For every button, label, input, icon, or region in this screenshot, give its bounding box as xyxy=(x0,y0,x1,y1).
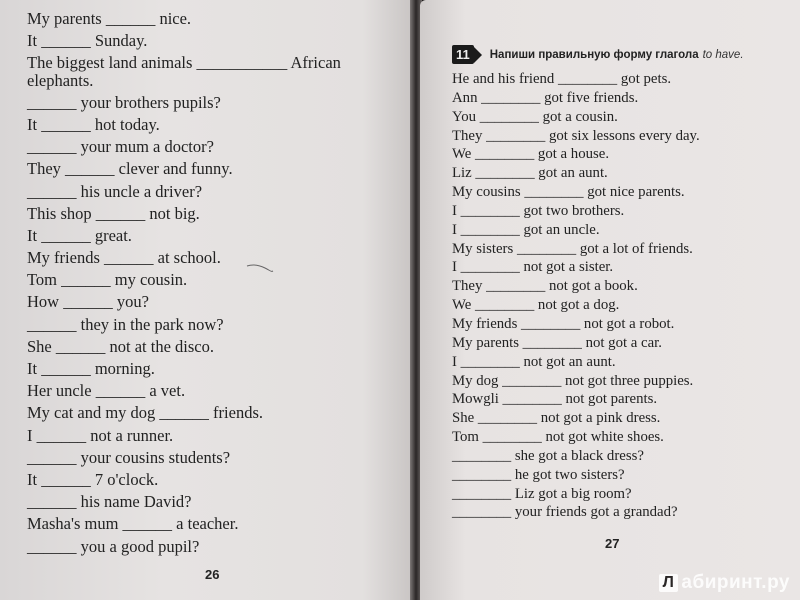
exercise-line: ______ you a good pupil? xyxy=(27,536,200,556)
exercise-line: My friends ________ not got a robot. xyxy=(452,315,675,332)
exercise-line: They ________ got six lessons every day. xyxy=(452,127,700,144)
exercise-line: ______ your brothers pupils? xyxy=(27,92,221,112)
watermark xyxy=(659,572,790,594)
exercise-line: Ann ________ got five friends. xyxy=(452,89,639,106)
exercise-line: ________ he got two sisters? xyxy=(452,466,625,483)
exercise-line: ______ your mum a doctor? xyxy=(27,137,214,157)
exercise-line: Masha's mum ______ a teacher. xyxy=(27,514,239,534)
exercise-line: It ______ Sunday. xyxy=(27,31,148,51)
exercise-header xyxy=(452,45,744,64)
exercise-line: Her uncle ______ a vet. xyxy=(27,381,186,401)
exercise-line: We ________ got a house. xyxy=(452,146,610,163)
exercise-line: They ________ not got a book. xyxy=(452,278,638,295)
exercise-line: The biggest land animals ___________ African xyxy=(27,53,341,73)
page-number: 27 xyxy=(605,536,620,551)
exercise-line: It ______ 7 o'clock. xyxy=(27,469,159,489)
exercise-line: How ______ you? xyxy=(27,292,149,312)
exercise-line: It ______ hot today. xyxy=(27,114,160,134)
exercise-line: My cat and my dog ______ friends. xyxy=(27,403,264,423)
exercise-line: We ________ not got a dog. xyxy=(452,297,620,314)
exercise-line: My dog ________ not got three puppies. xyxy=(452,372,694,389)
exercise-line: They ______ clever and funny. xyxy=(27,159,233,179)
exercise-instruction: Напиши правильную форму глагола xyxy=(489,48,699,61)
exercise-line: elephants. xyxy=(27,70,94,90)
watermark-text: абиринт.ру xyxy=(681,572,790,593)
exercise-line: ________ she got a black dress? xyxy=(452,447,644,464)
exercise-line: I ________ not got a sister. xyxy=(452,259,614,276)
right-page xyxy=(420,0,800,600)
exercise-line: ______ they in the park now? xyxy=(27,314,224,334)
exercise-line: Tom ______ my cousin. xyxy=(27,270,188,290)
exercise-line: Mowgli ________ not got parents. xyxy=(452,391,658,408)
exercise-line: ______ your cousins students? xyxy=(27,447,231,467)
exercise-line: I ________ got an uncle. xyxy=(452,221,600,238)
exercise-line: I ________ got two brothers. xyxy=(452,202,625,219)
exercise-line: My parents ________ not got a car. xyxy=(452,334,662,351)
page-number: 26 xyxy=(205,567,220,582)
exercise-number-badge: 11 xyxy=(452,45,474,64)
exercise-line: ______ his uncle a driver? xyxy=(27,181,203,201)
exercise-verb: to have. xyxy=(702,48,744,61)
right-exercise-lines xyxy=(452,70,792,522)
exercise-line: She ______ not at the disco. xyxy=(27,336,214,356)
exercise-line: ________ your friends got a grandad? xyxy=(452,504,678,521)
exercise-line: This shop ______ not big. xyxy=(27,203,200,223)
exercise-line: She ________ not got a pink dress. xyxy=(452,410,661,427)
exercise-line: My sisters ________ got a lot of friends. xyxy=(452,240,693,257)
exercise-line: You ________ got a cousin. xyxy=(452,108,618,125)
exercise-line: ______ his name David? xyxy=(27,492,192,512)
exercise-line: It ______ great. xyxy=(27,225,132,245)
watermark-logo-icon: Л xyxy=(659,574,679,592)
exercise-line: My friends ______ at school. xyxy=(27,248,221,268)
exercise-line: ________ Liz got a big room? xyxy=(452,485,632,502)
exercise-line: Liz ________ got an aunt. xyxy=(452,165,608,182)
arrow-icon xyxy=(474,47,482,63)
exercise-line: My cousins ________ got nice parents. xyxy=(452,184,685,201)
exercise-line: He and his friend ________ got pets. xyxy=(452,71,672,87)
exercise-line: It ______ morning. xyxy=(27,359,155,378)
exercise-line: I ______ not a runner. xyxy=(27,425,174,445)
exercise-line: Tom ________ not got white shoes. xyxy=(452,429,664,446)
exercise-line: I ________ not got an aunt. xyxy=(452,353,616,370)
pencil-mark-icon xyxy=(245,262,275,274)
exercise-line: My parents ______ nice. xyxy=(27,9,192,28)
left-exercise-lines xyxy=(27,8,402,558)
